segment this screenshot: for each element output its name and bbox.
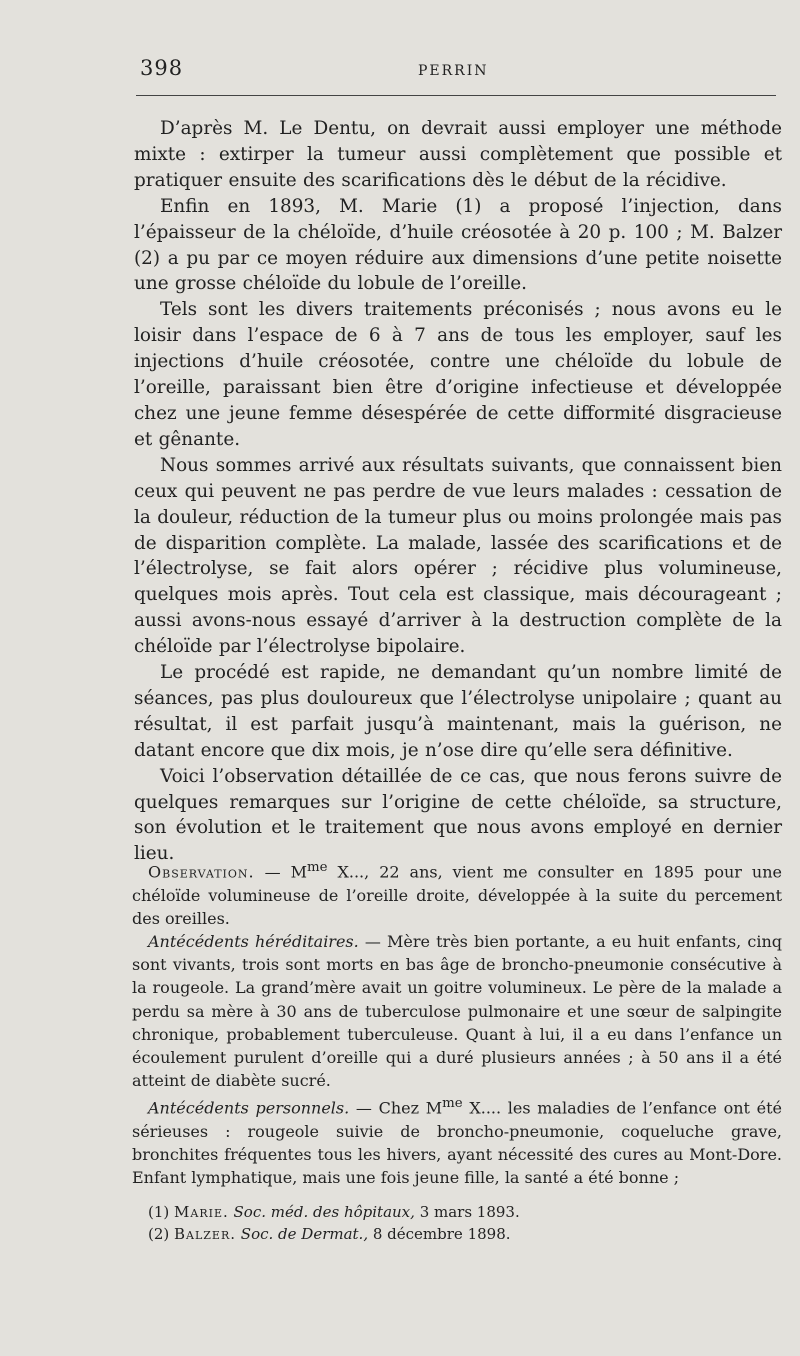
footnotes (148, 1201, 768, 1245)
page-header (136, 56, 782, 86)
footnote-author: Marie. (174, 1203, 229, 1221)
footnote (148, 1201, 768, 1223)
paragraph: Le procédé est rapide, ne demandant qu’un nombre limité de séances, pas plus douloureux que l’électrolyse unipolaire ; quant au résultat, il est parfait jusqu’à maintenant, mais la guérison, ne datant encore que dix mois, je n’ose dire qu’elle sera définitive. (134, 662, 782, 761)
footnote-title: Soc. de Dermat., (240, 1225, 369, 1243)
observation-intro (132, 856, 782, 930)
footnote (148, 1223, 768, 1245)
personal-history (132, 1092, 782, 1189)
footnote-date: 3 mars 1893. (414, 1203, 520, 1221)
personal-text-1: — Chez M (349, 1098, 443, 1118)
paragraph: Enfin en 1893, M. Marie (1) a proposé l’injection, dans l’épaisseur de la chéloïde, d’huile créosotée à 20 p. 100 ; M. Balzer (2) a pu par ce moyen réduire aux dimensions d’une petite noisette une grosse chéloïde du lobule de l’oreille. (134, 195, 782, 295)
page-number: 398 (140, 56, 184, 80)
paragraph: D’après M. Le Dentu, on devrait aussi employer une méthode mixte : extirper la tumeur aussi complètement que possible et pratiquer ensuite des scarifications dès le début de la récidive. (134, 118, 782, 191)
main-text (134, 116, 782, 867)
paragraph: Nous sommes arrivé aux résultats suivants, que connaissent bien ceux qui peuvent ne pas perdre de vue leurs malades : cessation de la douleur, réduction de la tumeur plus ou moins prolongée mais pas de disparition complète. La malade, lassée des scarifications et de l’électrolyse, se fait alors opérer ; récidive plus volumineuse, quelques mois après. Tout cela est classique, mais décourageant ; aussi avons-nous essayé d’arriver à la destruction complète de la chéloïde par l’électrolyse bipolaire. (134, 454, 782, 658)
hereditary-history (132, 930, 782, 1092)
paragraph: Tels sont les divers traitements préconisés ; nous avons eu le loisir dans l’espace de 6 à 7 ans de tous les employer, sauf les injections d’huile créosotée, contre une chéloïde du lobule de l’oreille, paraissant bien être d’origine infectieuse et développée chez une jeune femme désespérée de cette difformité disgracieuse et gênante. (134, 299, 782, 450)
dash: — (254, 862, 291, 882)
paragraph: Voici l’observation détaillée de ce cas, que nous ferons suivre de quelques remarques sur l’origine de cette chéloïde, sa structure, son évolution et le traitement que nous avons employé en dernier lieu. (134, 765, 782, 865)
observation-text: X..., 22 ans, vient me consulter en 1895 pour une chéloïde volumineuse de l’oreille droite, développée à la suite du percement des oreilles. (132, 862, 783, 928)
header-rule (136, 95, 776, 96)
madame-sup: me (306, 860, 328, 875)
hereditary-label: Antécédents héréditaires. (148, 931, 359, 951)
footnote-number: (2) (148, 1225, 175, 1243)
footnote-date: 8 décembre 1898. (368, 1225, 511, 1243)
footnote-number: (1) (148, 1203, 175, 1221)
observation-section (132, 856, 782, 1190)
personal-label: Antécédents personnels. (148, 1098, 350, 1118)
personal-sup: me (442, 1096, 463, 1112)
madame-abbrev: M (290, 862, 307, 882)
footnote-author: Balzer. (174, 1225, 237, 1243)
personal-text-2: X.... les maladies de l’enfance ont été sérieuses : rougeole suivie de broncho-pneumonie, coqueluche grave, bronchites fréquentes tous les hivers, ayant nécessité des cures au Mont-Dore. Enfant lymphatique, mais une fois jeune fille, la santé a été bonne ; (132, 1098, 783, 1188)
observation-label: Observation. (148, 862, 255, 882)
running-head: PERRIN (418, 63, 489, 79)
hereditary-text: — Mère très bien portante, a eu huit enfants, cinq sont vivants, trois sont morts en bas âge de broncho-pneumonie consécutive à la rougeole. La grand’mère avait un goitre volumineux. Le père de la malade a perdu sa mère à 30 ans de tuberculose pulmonaire et une sœur de salpingite chronique, probablement tuberculeuse. Quant à lui, il a eu dans l’enfance un écoulement purulent d’oreille qui a duré plusieurs années ; à 50 ans il a été atteint de diabète sucré. (132, 931, 783, 1091)
footnote-title: Soc. méd. des hôpitaux, (233, 1203, 415, 1221)
